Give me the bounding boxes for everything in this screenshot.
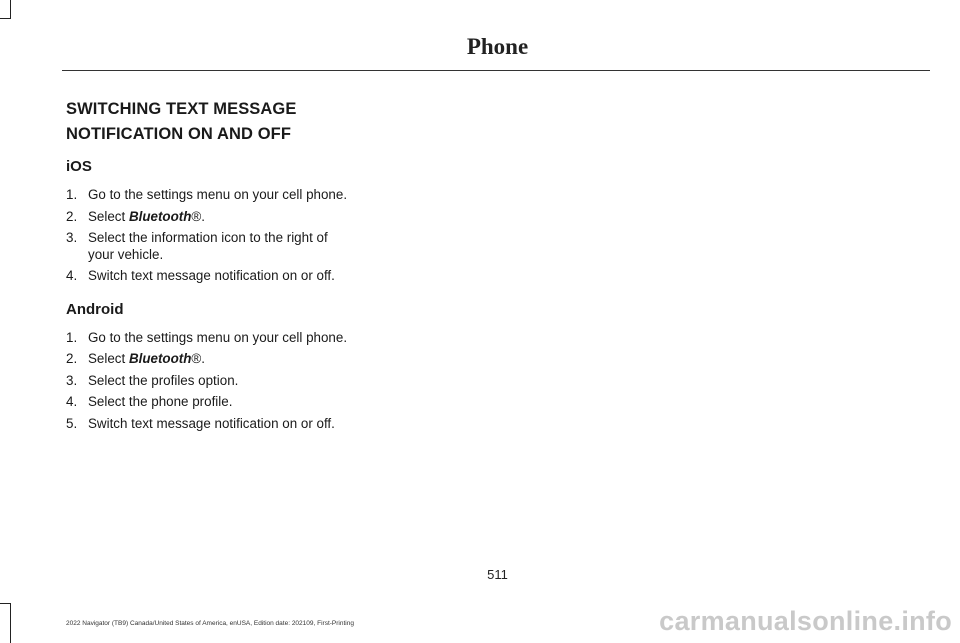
page-number: 511 [487,567,508,582]
android-heading: Android [66,300,124,318]
list-item [66,416,348,433]
section-heading [66,97,348,147]
step-number: 5. [66,415,78,431]
ios-heading: iOS [66,158,92,175]
step-number: 4. [66,268,78,283]
step-text-prefix: Select [88,351,129,366]
list-item [66,187,348,204]
step-text: Select the profiles option. [88,372,239,388]
bluetooth-term: Bluetooth [128,351,192,366]
list-item [66,373,348,390]
step-number: 3. [66,372,78,388]
step-number: 1. [66,329,78,345]
step-text: Switch text message notification on or off. [88,268,335,283]
page-header-title: Phone [466,34,529,59]
ios-steps [66,187,348,285]
main-content [66,97,348,437]
step-text: Switch text message notification on or off. [88,415,335,431]
crop-mark-bottom-left-v [10,603,11,643]
step-text-suffix: ®. [191,351,206,366]
step-number: 1. [66,187,78,202]
edition-footer: 2022 Navigator (TB9) Canada/United States of America, enUSA, Edition date: 202109, First-Printing [66,620,354,627]
list-item [66,351,348,368]
list-item [66,394,348,411]
step-text: Go to the settings menu on your cell phone. [88,329,348,345]
section-heading-line2: NOTIFICATION ON AND OFF [66,125,292,143]
step-number: 2. [66,208,78,224]
list-item [66,330,348,347]
step-text: Go to the settings menu on your cell phone. [88,187,348,202]
list-item [66,209,348,226]
step-number: 3. [66,230,78,245]
list-item [66,230,348,263]
step-text: Select the information icon to the right of your vehicle. [88,230,328,262]
android-steps [66,330,348,433]
section-heading-line1: SWITCHING TEXT MESSAGE [66,100,297,118]
bluetooth-term: Bluetooth [128,208,192,224]
crop-mark-top-left-v [10,0,11,18]
step-text: Select the phone profile. [88,394,233,409]
list-item [66,268,348,285]
header-divider [62,70,930,71]
step-number: 4. [66,394,78,409]
step-number: 2. [66,351,78,366]
step-text-suffix: ®. [191,208,206,224]
step-text-prefix: Select [88,208,129,224]
watermark-link[interactable]: carmanualsonline.info [659,606,952,636]
crop-mark-top-left-h [0,18,11,19]
